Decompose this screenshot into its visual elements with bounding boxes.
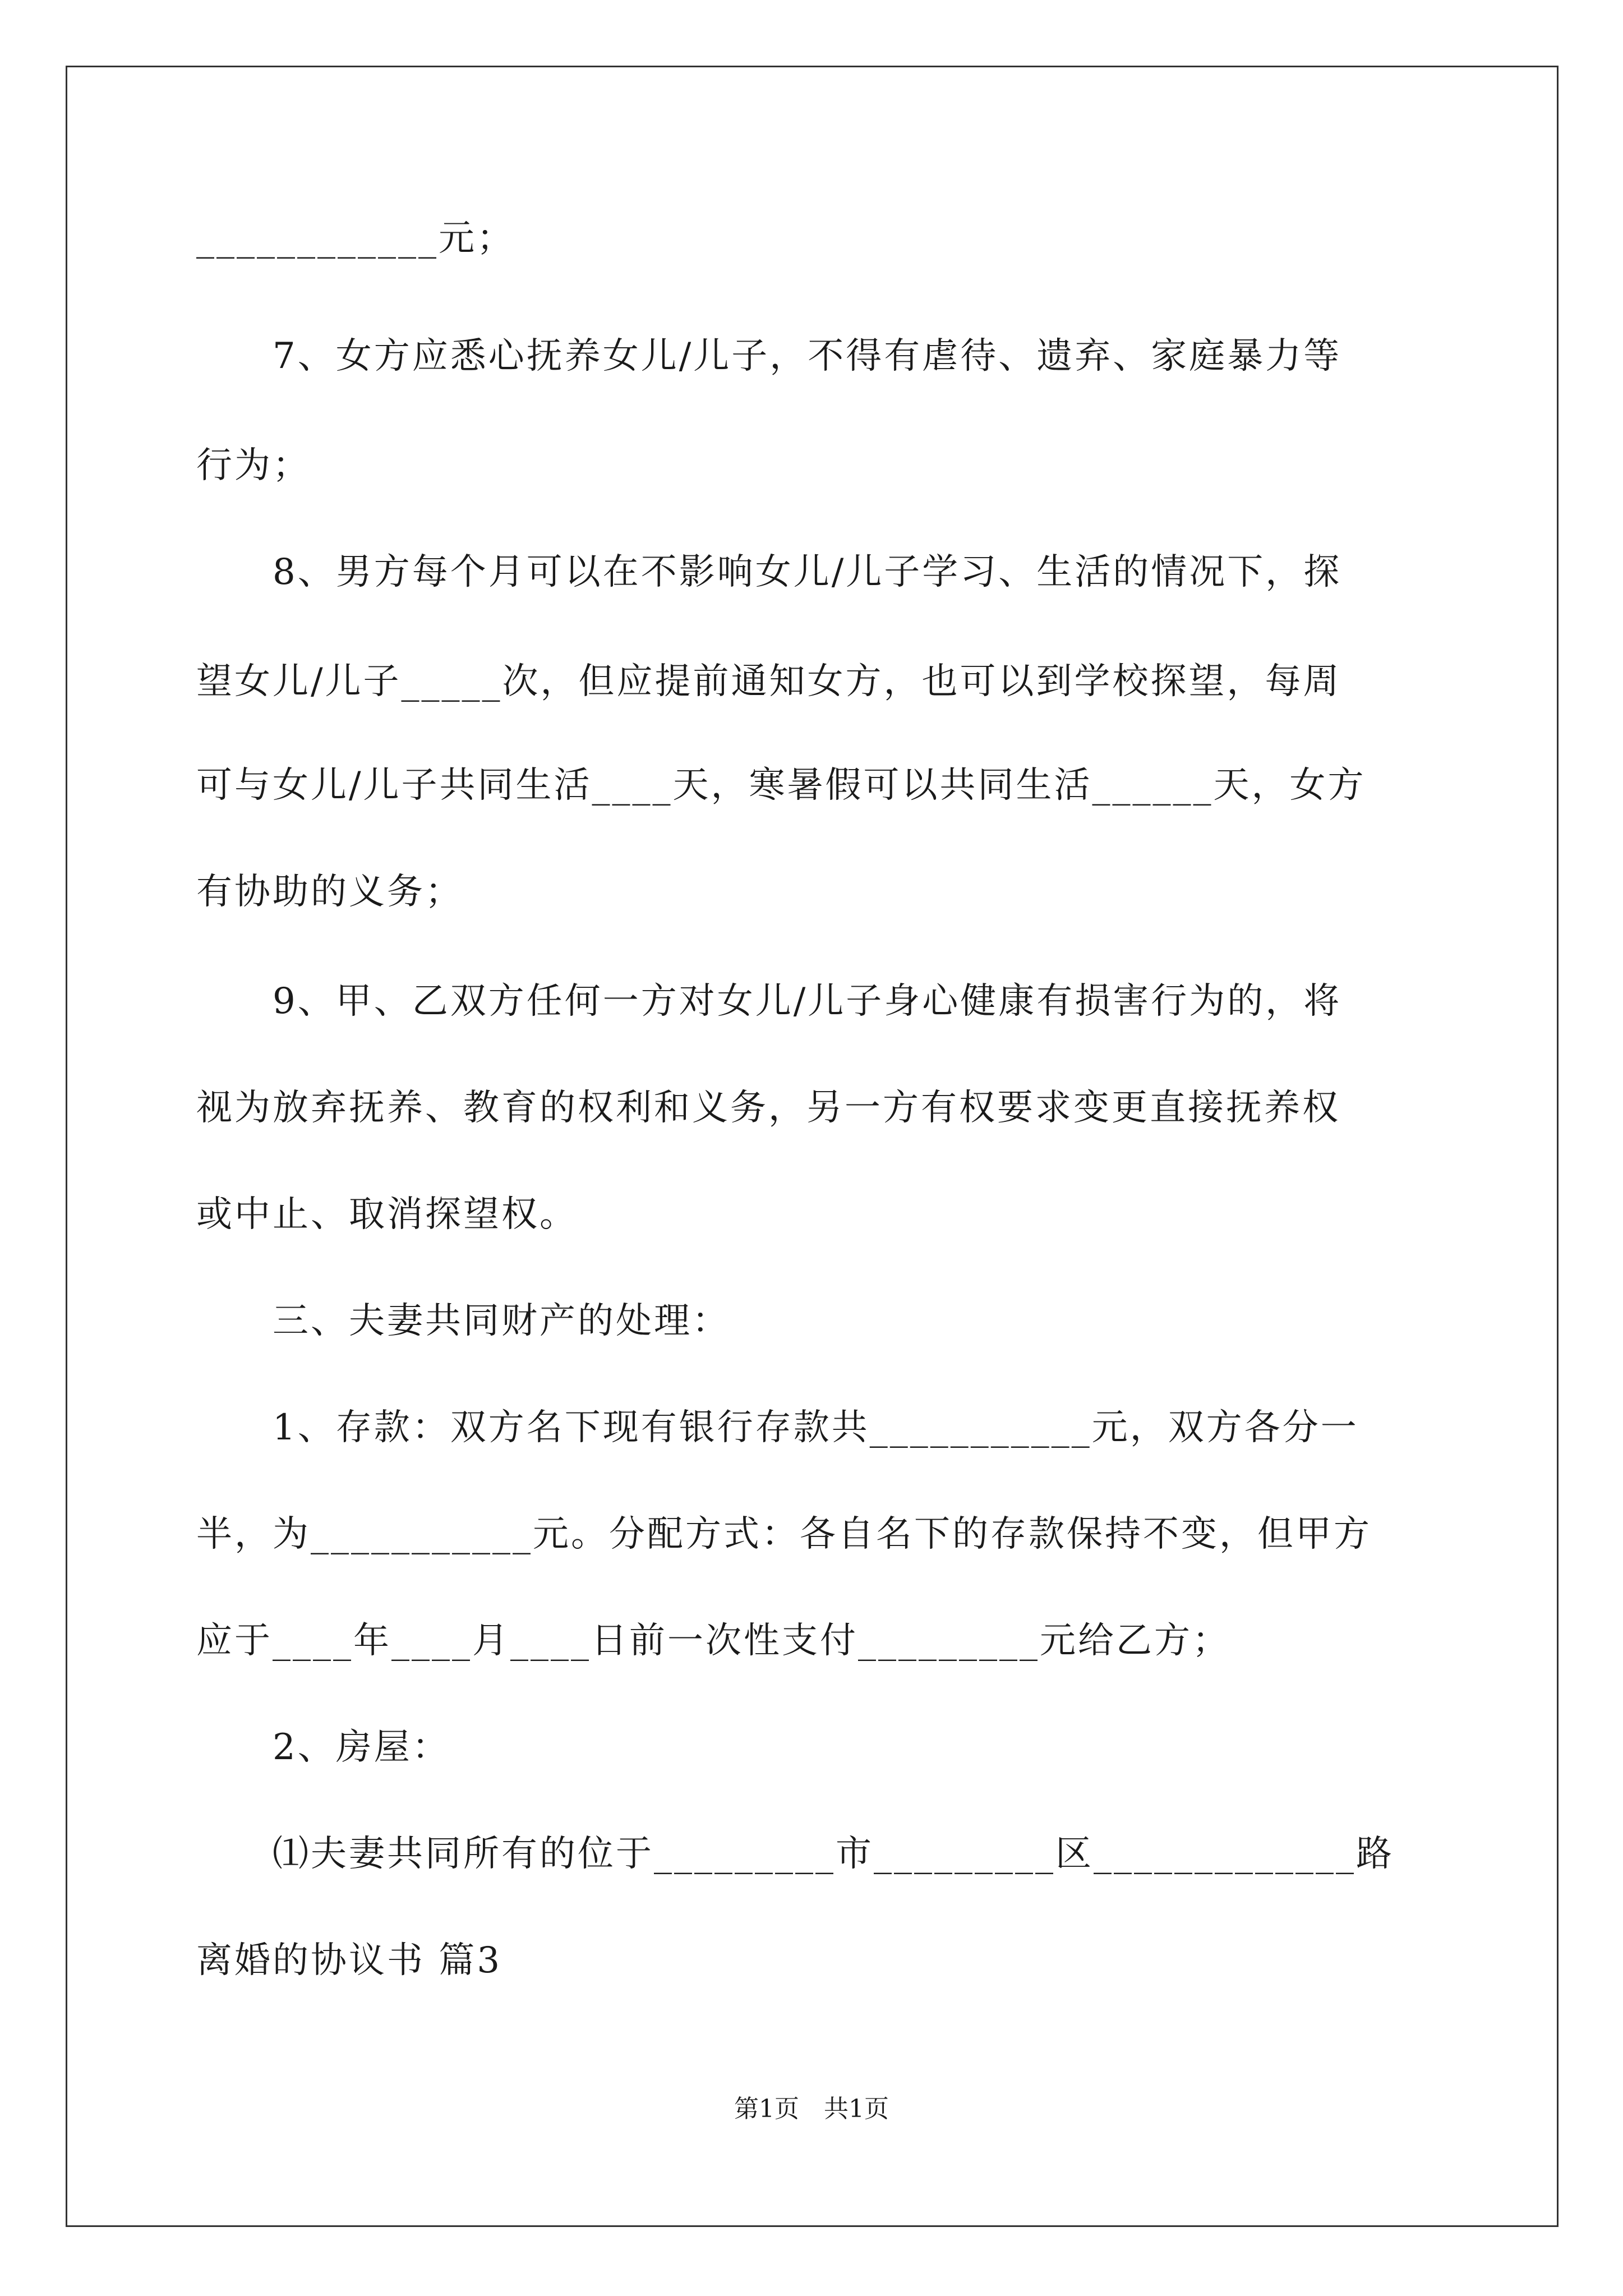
text-line: 望女儿/儿子_____次，但应提前通知女方，也可以到学校探望，每周 [196,661,1341,702]
text-line: 或中止、取消探望权。 [196,1194,578,1235]
text-line: 应于____年____月____日前一次性支付_________元给乙方； [196,1620,1230,1662]
text-line: 9、甲、乙双方任何一方对女儿/儿子身心健康有损害行为的，将 [196,981,1342,1022]
page-border [66,66,1559,2227]
page-number-footer: 第1页 共1页 [734,2095,889,2123]
text-line: 可与女儿/儿子共同生活____天，寒暑假可以共同生活______天，女方 [196,765,1366,806]
text-line: 8、男方每个月可以在不影响女儿/儿子学习、生活的情况下，探 [196,551,1342,593]
text-line: 1、存款：双方名下现有银行存款共___________元，双方各分一 [196,1407,1359,1448]
text-line: ____________元； [196,218,515,259]
text-line: 7、女方应悉心抚养女儿/儿子，不得有虐待、遗弃、家庭暴力等 [196,335,1342,377]
text-line: 视为放弃抚养、教育的权利和义务，另一方有权要求变更直接抚养权 [196,1087,1340,1129]
text-line: 行为； [196,445,311,486]
text-line: 有协助的义务； [196,871,463,913]
text-line: 半，为___________元。分配方式：各自名下的存款保持不变，但甲方 [196,1513,1372,1555]
text-line: 三、夫妻共同财产的处理： [196,1300,730,1342]
text-line: ⑴夫妻共同所有的位于_________市_________区_____________路 [196,1833,1394,1875]
text-line: 2、房屋： [196,1727,450,1768]
section-heading: 离婚的协议书 篇3 [196,1940,502,1981]
